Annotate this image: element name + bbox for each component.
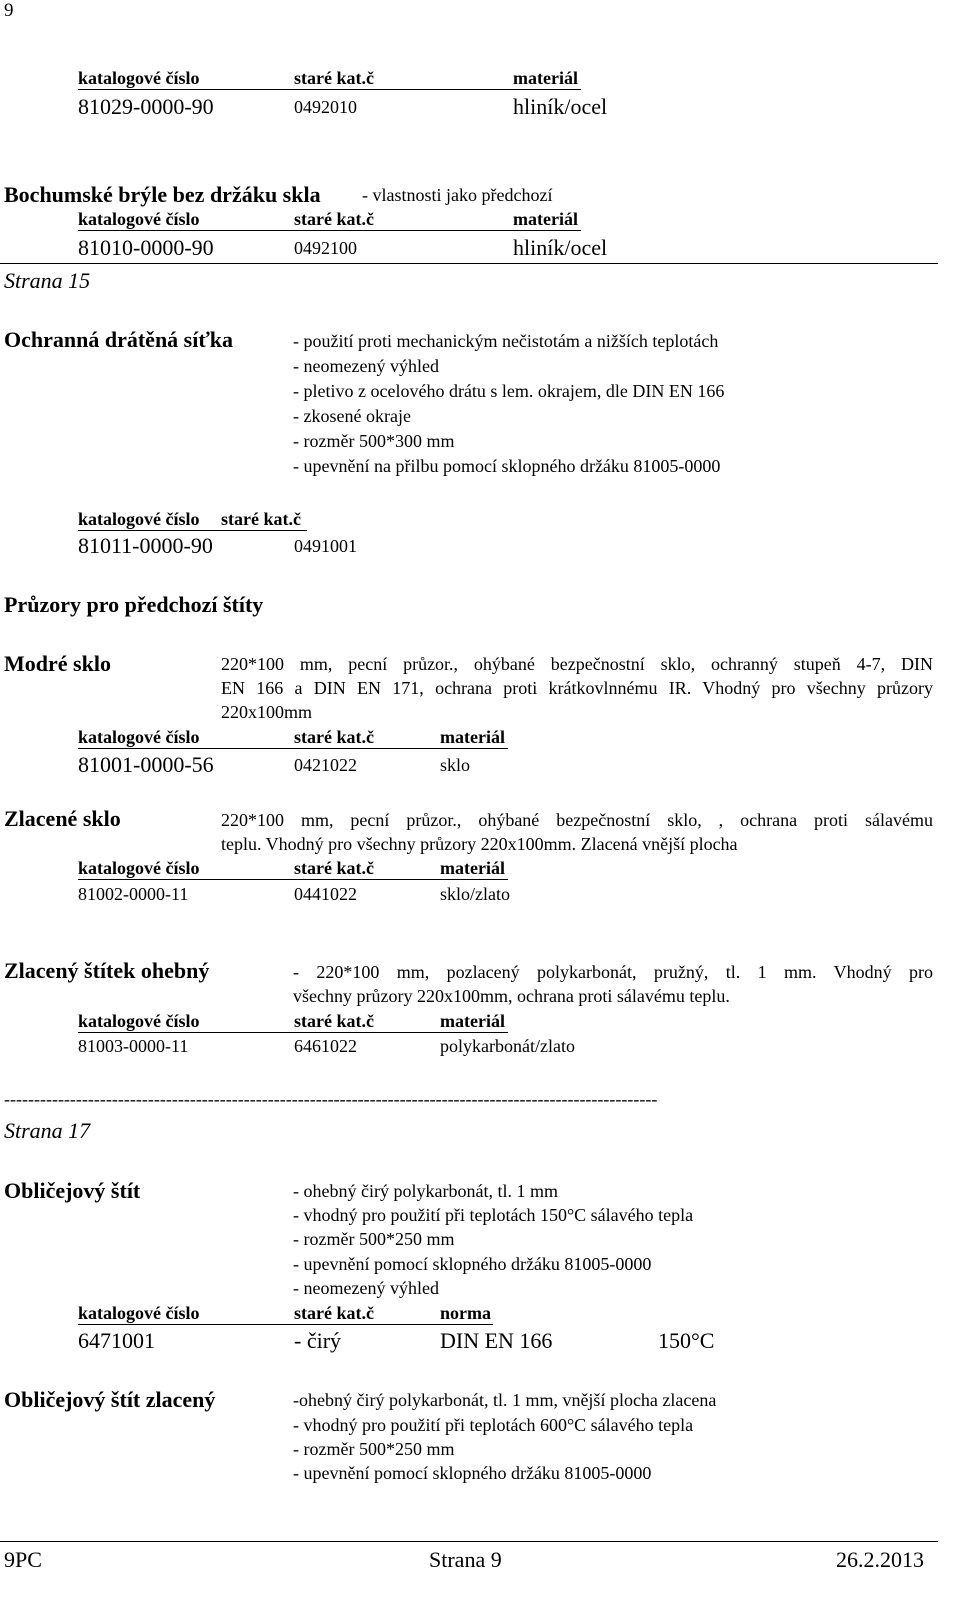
col-header-catalog: katalogové číslo: [78, 509, 200, 529]
footer-date: 26.2.2013: [836, 1547, 924, 1572]
feature-line: - vhodný pro použití při teplotách 150°C sálavého tepla: [293, 1205, 694, 1225]
col-header-catalog: katalogové číslo: [78, 1011, 200, 1031]
old-catalog-number: 0441022: [294, 884, 357, 904]
page-reference: Strana 17: [4, 1118, 91, 1143]
section-divider: [0, 263, 938, 264]
old-catalog-number: - čirý: [294, 1328, 342, 1353]
header-underline: [78, 89, 581, 90]
product-note: - vlastnosti jako předchozí: [362, 185, 553, 205]
product-title: Zlacené sklo: [4, 806, 121, 831]
col-header-catalog: katalogové číslo: [78, 209, 200, 229]
feature-line: - rozměr 500*300 mm: [293, 431, 455, 451]
col-header-old: staré kat.č: [294, 727, 374, 747]
feature-line: - pletivo z ocelového drátu s lem. okrajem, dle DIN EN 166: [293, 381, 725, 401]
col-header-norm: norma: [440, 1303, 491, 1323]
description-line: teplu. Vhodný pro všechny průzory 220x100mm. Zlacená vnější plocha: [221, 834, 738, 854]
section-heading: Průzory pro předchozí štíty: [4, 592, 264, 617]
product-title: Zlacený štítek ohebný: [4, 958, 210, 983]
col-header-old: staré kat.č: [294, 209, 374, 229]
feature-line: - vhodný pro použití při teplotách 600°C sálavého tepla: [293, 1415, 694, 1435]
material-value: polykarbonát/zlato: [440, 1036, 575, 1056]
catalog-number: 81011-0000-90: [78, 533, 213, 558]
feature-line: - zkosené okraje: [293, 406, 411, 426]
old-catalog-number: 0492100: [294, 238, 357, 258]
col-header-material: materiál: [440, 727, 505, 747]
col-header-material: materiál: [513, 209, 578, 229]
product-title: Obličejový štít zlacený: [4, 1387, 216, 1412]
feature-line: - rozměr 500*250 mm: [293, 1439, 455, 1459]
catalog-number: 81001-0000-56: [78, 752, 214, 777]
feature-line: - ohebný čirý polykarbonát, tl. 1 mm: [293, 1181, 558, 1201]
norm-value: DIN EN 166: [440, 1328, 553, 1353]
col-header-old: staré kat.č: [294, 1303, 374, 1323]
footer-rule: [0, 1541, 938, 1542]
catalog-number: 81003-0000-11: [78, 1036, 189, 1056]
product-title: Modré sklo: [4, 651, 111, 676]
product-title: Ochranná drátěná síťka: [4, 327, 234, 352]
col-header-old: staré kat.č: [294, 858, 374, 878]
page-reference: Strana 15: [4, 268, 91, 293]
product-title: Obličejový štít: [4, 1178, 141, 1203]
description-line: 220*100 mm, pecní průzor., ohýbané bezpečnostní sklo, , ochrana proti sálavému: [221, 810, 933, 830]
header-underline: [78, 879, 508, 880]
col-header-catalog: katalogové číslo: [78, 727, 200, 747]
description-line: všechny průzory 220x100mm, ochrana proti sálavému teplu.: [293, 986, 730, 1006]
feature-line: - neomezený výhled: [293, 356, 439, 376]
description-line: - 220*100 mm, pozlacený polykarbonát, pružný, tl. 1 mm. Vhodný pro: [293, 962, 933, 982]
temperature-value: 150°C: [658, 1328, 715, 1353]
feature-line: - neomezený výhled: [293, 1278, 439, 1298]
material-value: hliník/ocel: [513, 235, 608, 260]
footer-left: 9PC: [4, 1547, 42, 1572]
catalog-number: 6471001: [78, 1328, 155, 1353]
col-header-material: materiál: [513, 68, 578, 88]
feature-line: - upevnění pomocí sklopného držáku 81005-0000: [293, 1463, 652, 1483]
catalog-number: 81002-0000-11: [78, 884, 189, 904]
col-header-old: staré kat.č: [294, 68, 374, 88]
material-value: sklo: [440, 755, 471, 775]
material-value: hliník/ocel: [513, 94, 608, 119]
page-number-top: 9: [4, 0, 14, 21]
feature-line: - použití proti mechanickým nečistotám a nižších teplotách: [293, 331, 719, 351]
description-line: 220*100 mm, pecní průzor., ohýbané bezpečnostní sklo, ochranný stupeň 4-7, DIN: [221, 654, 933, 674]
old-catalog-number: 6461022: [294, 1036, 357, 1056]
old-catalog-number: 0491001: [294, 536, 357, 556]
old-catalog-number: 0492010: [294, 97, 357, 117]
col-header-old: staré kat.č: [294, 1011, 374, 1031]
catalog-number: 81010-0000-90: [78, 235, 214, 260]
header-underline: [78, 530, 307, 531]
col-header-catalog: katalogové číslo: [78, 858, 200, 878]
col-header-material: materiál: [440, 858, 505, 878]
dashed-separator: -------------------------------------------------------------------------------------------------------------: [4, 1089, 658, 1109]
catalog-number: 81029-0000-90: [78, 94, 214, 119]
feature-line: -ohebný čirý polykarbonát, tl. 1 mm, vnější plocha zlacena: [293, 1390, 717, 1410]
header-underline: [78, 1324, 493, 1325]
col-header-catalog: katalogové číslo: [78, 68, 200, 88]
product-title: Bochumské brýle bez držáku skla: [4, 182, 321, 207]
feature-line: - upevnění pomocí sklopného držáku 81005-0000: [293, 1254, 652, 1274]
header-underline: [78, 748, 508, 749]
feature-line: - upevnění na přilbu pomocí sklopného držáku 81005-0000: [293, 456, 721, 476]
footer-page: Strana 9: [429, 1547, 502, 1572]
col-header-old: staré kat.č: [221, 509, 301, 529]
feature-line: - rozměr 500*250 mm: [293, 1229, 455, 1249]
col-header-catalog: katalogové číslo: [78, 1303, 200, 1323]
old-catalog-number: 0421022: [294, 755, 357, 775]
header-underline: [78, 1032, 508, 1033]
description-line: 220x100mm: [221, 702, 313, 722]
col-header-material: materiál: [440, 1011, 505, 1031]
material-value: sklo/zlato: [440, 884, 510, 904]
description-line: EN 166 a DIN EN 171, ochrana proti krátkovlnnému IR. Vhodný pro všechny průzory: [221, 678, 933, 698]
header-underline: [78, 230, 581, 231]
